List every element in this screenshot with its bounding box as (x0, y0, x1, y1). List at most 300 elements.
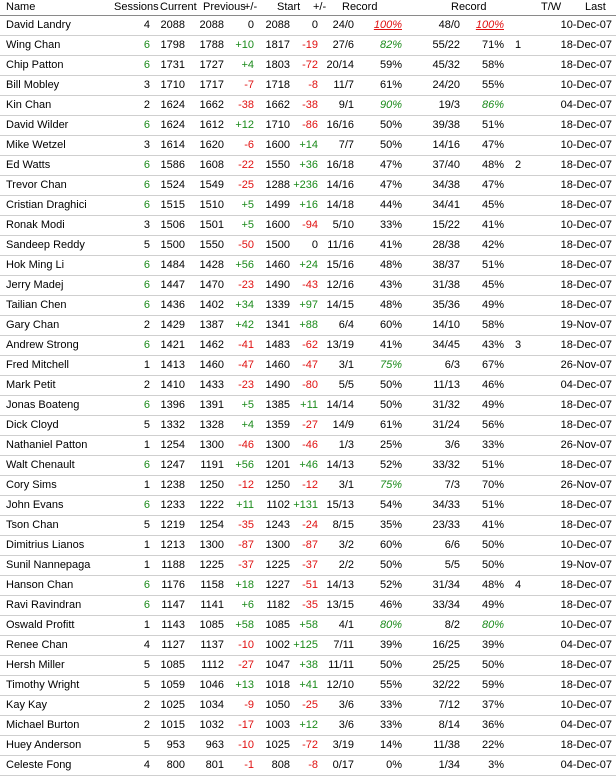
record-total-cell: 34/41 (432, 199, 460, 211)
table-row (0, 656, 616, 676)
change-start-cell: +97 (299, 299, 318, 311)
last-played-cell: 18-Dec-07 (560, 419, 612, 431)
previous-rating-cell: 1717 (199, 79, 224, 91)
table-row (0, 496, 616, 516)
change-start-cell: -87 (302, 539, 318, 551)
record-pct-cell: 82% (379, 39, 402, 51)
record-total-pct-cell: 49% (481, 299, 504, 311)
current-rating-cell: 1447 (160, 279, 185, 291)
current-rating-cell: 1515 (160, 199, 185, 211)
record-total-cell: 33/34 (432, 599, 460, 611)
change-start-cell: 0 (311, 19, 318, 31)
record-total-pct-cell: 51% (481, 119, 504, 131)
record-pct-cell: 47% (379, 159, 402, 171)
record-total-cell: 5/5 (444, 559, 460, 571)
current-rating-cell: 1143 (161, 619, 185, 631)
previous-rating-cell: 1428 (199, 259, 224, 271)
record-cell: 11/7 (333, 79, 354, 91)
current-rating-cell: 1396 (160, 399, 185, 411)
current-rating-cell: 1436 (160, 299, 185, 311)
sessions-cell: 6 (143, 499, 150, 511)
change-previous-cell: +18 (235, 579, 254, 591)
player-name: Trevor Chan (6, 179, 67, 191)
change-start-cell: +236 (293, 179, 318, 191)
player-name: Ravi Ravindran (6, 599, 82, 611)
start-rating-cell: 1250 (265, 479, 290, 491)
table-row (0, 176, 616, 196)
change-start-cell: +131 (293, 499, 318, 511)
sessions-cell: 4 (143, 19, 150, 31)
player-name: Cory Sims (6, 479, 57, 491)
header-sessions: Sessions (114, 1, 159, 13)
start-rating-cell: 1047 (265, 659, 290, 671)
player-name: Ed Watts (6, 159, 51, 171)
table-row (0, 56, 616, 76)
previous-rating-cell: 1158 (200, 579, 224, 591)
start-rating-cell: 1018 (265, 679, 290, 691)
record-total-cell: 34/45 (432, 339, 460, 351)
record-cell: 13/15 (326, 599, 354, 611)
previous-rating-cell: 1608 (199, 159, 224, 171)
record-cell: 15/16 (326, 259, 354, 271)
player-name: Gary Chan (6, 319, 60, 331)
previous-rating-cell: 1387 (199, 319, 224, 331)
change-start-cell: -8 (308, 759, 318, 771)
current-rating-cell: 1624 (160, 99, 185, 111)
previous-rating-cell: 1462 (199, 339, 224, 351)
start-rating-cell: 1662 (265, 99, 290, 111)
current-rating-cell: 1332 (160, 419, 185, 431)
table-row (0, 216, 616, 236)
record-total-pct-cell: 67% (481, 359, 504, 371)
header-change-previous: +/- (244, 1, 258, 13)
change-previous-cell: -37 (238, 559, 254, 571)
table-row (0, 116, 616, 136)
change-previous-cell: +56 (235, 459, 254, 471)
record-pct-cell: 46% (379, 599, 402, 611)
change-start-cell: -24 (302, 519, 318, 531)
record-pct-cell: 33% (379, 699, 402, 711)
previous-rating-cell: 1501 (199, 219, 224, 231)
change-start-cell: 0 (311, 239, 318, 251)
record-pct-cell: 75% (379, 479, 402, 491)
change-previous-cell: -23 (238, 379, 254, 391)
current-rating-cell: 1085 (160, 659, 185, 671)
record-cell: 14/13 (326, 579, 354, 591)
record-total-cell: 6/3 (444, 359, 460, 371)
record-pct-cell: 44% (379, 199, 402, 211)
change-previous-cell: -9 (244, 699, 254, 711)
record-cell: 13/19 (326, 339, 354, 351)
record-total-pct-cell: 50% (481, 539, 504, 551)
record-total-cell: 8/14 (438, 719, 460, 731)
record-total-pct-cell: 51% (481, 459, 504, 471)
change-previous-cell: +58 (235, 619, 254, 631)
record-total-cell: 31/38 (432, 279, 460, 291)
last-played-cell: 18-Dec-07 (560, 339, 612, 351)
change-previous-cell: +56 (235, 259, 254, 271)
start-rating-cell: 1490 (265, 379, 290, 391)
table-row (0, 336, 616, 356)
record-pct-cell: 35% (379, 519, 402, 531)
record-total-pct-cell: 71% (481, 39, 504, 51)
previous-rating-cell: 2088 (199, 19, 224, 31)
change-previous-cell: -10 (238, 739, 254, 751)
previous-rating-cell: 1141 (200, 599, 224, 611)
change-previous-cell: +5 (241, 219, 254, 231)
player-name: Oswald Profitt (6, 619, 75, 631)
last-played-cell: 10-Dec-07 (560, 219, 612, 231)
sessions-cell: 5 (143, 739, 150, 751)
sessions-cell: 5 (143, 679, 150, 691)
last-played-cell: 10-Dec-07 (560, 699, 612, 711)
table-row (0, 356, 616, 376)
change-start-cell: +12 (299, 719, 318, 731)
record-pct-cell: 90% (379, 99, 402, 111)
last-played-cell: 10-Dec-07 (560, 19, 612, 31)
header-record: Record (342, 1, 378, 13)
sessions-cell: 6 (143, 179, 150, 191)
sessions-cell: 6 (143, 199, 150, 211)
player-name: Mike Wetzel (6, 139, 66, 151)
record-pct-cell: 25% (379, 439, 402, 451)
start-rating-cell: 1201 (265, 459, 290, 471)
player-name: Nathaniel Patton (6, 439, 88, 451)
previous-rating-cell: 1191 (200, 459, 224, 471)
record-pct-cell: 41% (379, 339, 402, 351)
header-start: Start (277, 1, 301, 13)
sessions-cell: 1 (143, 539, 150, 551)
start-rating-cell: 1050 (265, 699, 290, 711)
sessions-cell: 6 (143, 159, 150, 171)
record-pct-cell: 61% (379, 79, 402, 91)
record-pct-cell: 80% (379, 619, 402, 631)
record-cell: 4/1 (338, 619, 354, 631)
change-previous-cell: +11 (236, 499, 254, 511)
header-previous: Previous (203, 1, 246, 13)
last-played-cell: 18-Dec-07 (560, 279, 612, 291)
table-row (0, 156, 616, 176)
record-total-pct-cell: 36% (481, 719, 504, 731)
sessions-cell: 6 (143, 259, 150, 271)
record-total-pct-cell: 100% (475, 19, 504, 31)
last-played-cell: 18-Dec-07 (560, 659, 612, 671)
table-row (0, 716, 616, 736)
table-row (0, 576, 616, 596)
table-row (0, 316, 616, 336)
record-total-pct-cell: 3% (488, 759, 504, 771)
change-previous-cell: -12 (238, 479, 254, 491)
change-previous-cell: -87 (238, 539, 254, 551)
previous-rating-cell: 1300 (199, 439, 224, 451)
change-start-cell: +58 (299, 619, 318, 631)
change-start-cell: -8 (308, 79, 318, 91)
change-start-cell: -38 (302, 99, 318, 111)
record-pct-cell: 59% (379, 59, 402, 71)
table-row (0, 556, 616, 576)
change-start-cell: -27 (302, 419, 318, 431)
change-start-cell: +46 (299, 459, 318, 471)
record-cell: 3/6 (338, 719, 354, 731)
record-pct-cell: 48% (379, 299, 402, 311)
change-previous-cell: -47 (238, 359, 254, 371)
player-name: Andrew Strong (6, 339, 79, 351)
player-name: Celeste Fong (6, 759, 72, 771)
change-start-cell: -86 (302, 119, 318, 131)
change-start-cell: -46 (302, 439, 318, 451)
sessions-cell: 2 (143, 719, 150, 731)
current-rating-cell: 1238 (160, 479, 185, 491)
last-played-cell: 18-Dec-07 (560, 259, 612, 271)
record-pct-cell: 41% (379, 239, 402, 251)
record-total-pct-cell: 49% (481, 599, 504, 611)
change-previous-cell: -6 (244, 139, 254, 151)
change-previous-cell: -25 (238, 179, 254, 191)
record-total-cell: 3/6 (444, 439, 460, 451)
current-rating-cell: 1233 (160, 499, 185, 511)
start-rating-cell: 1718 (265, 79, 290, 91)
record-total-pct-cell: 42% (481, 239, 504, 251)
change-previous-cell: -10 (238, 639, 254, 651)
last-played-cell: 04-Dec-07 (560, 719, 612, 731)
start-rating-cell: 1500 (265, 239, 290, 251)
record-pct-cell: 55% (379, 679, 402, 691)
change-previous-cell: +10 (235, 39, 254, 51)
current-rating-cell: 1127 (161, 639, 185, 651)
current-rating-cell: 1586 (160, 159, 185, 171)
player-name: Bill Mobley (6, 79, 60, 91)
record-total-pct-cell: 49% (481, 399, 504, 411)
previous-rating-cell: 1433 (199, 379, 224, 391)
sessions-cell: 1 (143, 619, 150, 631)
record-total-pct-cell: 45% (481, 199, 504, 211)
player-name: Sunil Nannepaga (6, 559, 91, 571)
start-rating-cell: 1460 (265, 259, 290, 271)
last-played-cell: 18-Dec-07 (560, 499, 612, 511)
start-rating-cell: 2088 (265, 19, 290, 31)
change-previous-cell: +13 (235, 679, 254, 691)
record-total-pct-cell: 86% (481, 99, 504, 111)
current-rating-cell: 1219 (160, 519, 185, 531)
player-name: Dick Cloyd (6, 419, 59, 431)
record-total-pct-cell: 80% (481, 619, 504, 631)
record-cell: 6/4 (338, 319, 354, 331)
current-rating-cell: 1213 (160, 539, 185, 551)
sessions-cell: 2 (143, 99, 150, 111)
change-previous-cell: -50 (238, 239, 254, 251)
change-start-cell: -80 (302, 379, 318, 391)
sessions-cell: 5 (143, 519, 150, 531)
last-played-cell: 18-Dec-07 (560, 159, 612, 171)
table-row (0, 16, 616, 36)
record-total-pct-cell: 50% (481, 559, 504, 571)
change-start-cell: -47 (302, 359, 318, 371)
change-previous-cell: -41 (238, 339, 254, 351)
start-rating-cell: 1227 (265, 579, 290, 591)
current-rating-cell: 1188 (161, 559, 185, 571)
record-total-pct-cell: 58% (481, 59, 504, 71)
player-name: Tailian Chen (6, 299, 67, 311)
player-name: Huey Anderson (6, 739, 82, 751)
change-start-cell: -37 (302, 559, 318, 571)
record-total-pct-cell: 33% (481, 439, 504, 451)
player-name: Tson Chan (6, 519, 59, 531)
last-played-cell: 10-Dec-07 (560, 539, 612, 551)
change-start-cell: +125 (293, 639, 318, 651)
player-name: Kay Kay (6, 699, 47, 711)
change-start-cell: -25 (302, 699, 318, 711)
record-total-pct-cell: 39% (481, 639, 504, 651)
change-start-cell: +11 (300, 399, 318, 411)
record-total-pct-cell: 41% (481, 219, 504, 231)
previous-rating-cell: 1032 (199, 719, 224, 731)
record-total-cell: 7/12 (438, 699, 460, 711)
change-start-cell: -72 (302, 739, 318, 751)
record-cell: 5/10 (332, 219, 354, 231)
record-total-cell: 31/24 (432, 419, 460, 431)
table-row (0, 516, 616, 536)
change-previous-cell: 0 (247, 19, 254, 31)
record-cell: 20/14 (326, 59, 354, 71)
start-rating-cell: 1600 (265, 139, 290, 151)
previous-rating-cell: 1254 (199, 519, 224, 531)
table-row (0, 736, 616, 756)
record-cell: 2/2 (338, 559, 354, 571)
header-tw: T/W (541, 1, 562, 13)
record-total-cell: 6/6 (444, 539, 460, 551)
start-rating-cell: 1025 (265, 739, 290, 751)
start-rating-cell: 1341 (265, 319, 290, 331)
record-pct-cell: 43% (379, 279, 402, 291)
record-total-pct-cell: 47% (481, 139, 504, 151)
sessions-cell: 1 (143, 479, 150, 491)
record-total-cell: 39/38 (432, 119, 460, 131)
table-row (0, 636, 616, 656)
current-rating-cell: 1710 (160, 79, 185, 91)
current-rating-cell: 1176 (161, 579, 185, 591)
record-cell: 3/19 (332, 739, 354, 751)
previous-rating-cell: 1402 (199, 299, 224, 311)
tw-cell: 4 (515, 579, 522, 591)
record-total-cell: 33/32 (432, 459, 460, 471)
current-rating-cell: 1484 (160, 259, 185, 271)
last-played-cell: 18-Dec-07 (560, 59, 612, 71)
record-total-pct-cell: 50% (481, 659, 504, 671)
record-total-cell: 14/16 (432, 139, 460, 151)
tw-cell: 1 (515, 39, 522, 51)
record-pct-cell: 50% (379, 379, 402, 391)
record-cell: 1/3 (338, 439, 354, 451)
start-rating-cell: 1182 (266, 599, 290, 611)
record-pct-cell: 100% (373, 19, 402, 31)
change-start-cell: +38 (299, 659, 318, 671)
last-played-cell: 18-Dec-07 (560, 239, 612, 251)
previous-rating-cell: 801 (205, 759, 224, 771)
sessions-cell: 2 (143, 699, 150, 711)
current-rating-cell: 1413 (160, 359, 185, 371)
player-name: Fred Mitchell (6, 359, 69, 371)
sessions-cell: 2 (143, 319, 150, 331)
start-rating-cell: 1003 (265, 719, 290, 731)
table-row (0, 756, 616, 776)
change-previous-cell: +12 (235, 119, 254, 131)
current-rating-cell: 1059 (160, 679, 185, 691)
record-total-cell: 19/3 (438, 99, 460, 111)
record-cell: 14/13 (326, 459, 354, 471)
player-name: Mark Petit (6, 379, 56, 391)
last-played-cell: 18-Dec-07 (560, 179, 612, 191)
start-rating-cell: 1085 (265, 619, 290, 631)
player-name: Michael Burton (6, 719, 80, 731)
record-total-cell: 16/25 (432, 639, 460, 651)
previous-rating-cell: 1620 (199, 139, 224, 151)
start-rating-cell: 1385 (265, 399, 290, 411)
record-total-cell: 1/34 (438, 759, 460, 771)
sessions-cell: 1 (143, 359, 150, 371)
record-cell: 11/16 (327, 239, 354, 251)
previous-rating-cell: 1460 (199, 359, 224, 371)
player-name: Jerry Madej (6, 279, 64, 291)
sessions-cell: 3 (143, 79, 150, 91)
record-cell: 16/16 (326, 119, 354, 131)
start-rating-cell: 1002 (265, 639, 290, 651)
last-played-cell: 04-Dec-07 (560, 99, 612, 111)
record-pct-cell: 61% (379, 419, 402, 431)
sessions-cell: 6 (143, 299, 150, 311)
current-rating-cell: 953 (166, 739, 185, 751)
change-previous-cell: -35 (238, 519, 254, 531)
change-start-cell: -35 (302, 599, 318, 611)
player-name: David Landry (6, 19, 71, 31)
record-total-pct-cell: 22% (481, 739, 504, 751)
sessions-cell: 6 (143, 119, 150, 131)
table-row (0, 296, 616, 316)
current-rating-cell: 1247 (160, 459, 185, 471)
last-played-cell: 18-Dec-07 (560, 399, 612, 411)
record-total-cell: 38/37 (432, 259, 460, 271)
record-total-cell: 14/10 (432, 319, 460, 331)
record-cell: 5/5 (338, 379, 354, 391)
change-start-cell: -12 (302, 479, 318, 491)
start-rating-cell: 1359 (265, 419, 290, 431)
record-cell: 11/11 (328, 659, 354, 671)
change-previous-cell: -38 (238, 99, 254, 111)
player-name: Kin Chan (6, 99, 52, 111)
change-start-cell: +14 (299, 139, 318, 151)
header-row (0, 0, 616, 16)
start-rating-cell: 1817 (265, 39, 290, 51)
table-row (0, 256, 616, 276)
record-cell: 14/16 (326, 179, 354, 191)
previous-rating-cell: 1612 (199, 119, 224, 131)
record-total-pct-cell: 59% (481, 679, 504, 691)
previous-rating-cell: 1034 (199, 699, 224, 711)
current-rating-cell: 1500 (160, 239, 185, 251)
change-previous-cell: +4 (241, 59, 254, 71)
player-name: Chip Patton (6, 59, 64, 71)
record-total-pct-cell: 43% (481, 339, 504, 351)
table-row (0, 596, 616, 616)
player-name: David Wilder (6, 119, 69, 131)
record-total-cell: 8/2 (444, 619, 460, 631)
change-previous-cell: +34 (235, 299, 254, 311)
table-row (0, 76, 616, 96)
record-total-cell: 34/33 (432, 499, 460, 511)
player-name: Hok Ming Li (6, 259, 65, 271)
previous-rating-cell: 1250 (199, 479, 224, 491)
last-played-cell: 18-Dec-07 (560, 679, 612, 691)
last-played-cell: 18-Dec-07 (560, 199, 612, 211)
